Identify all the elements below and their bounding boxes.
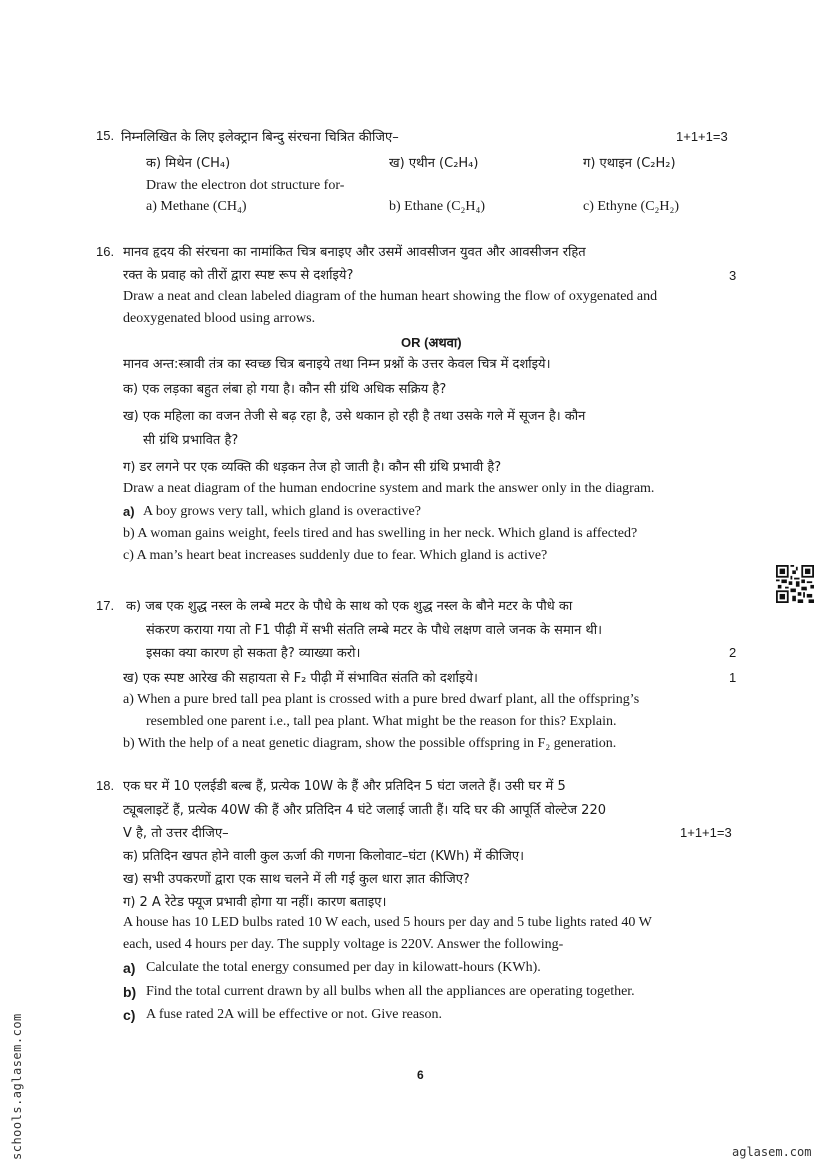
q16-alt-english-a: A boy grows very tall, which gland is overactive? [143, 504, 421, 519]
q17-hindi-a-line-3: इसका क्या कारण हो सकता है? व्याख्या करो। [146, 646, 361, 661]
q16-alt-english-b: b) A woman gains weight, feels tired and has swelling in her neck. Which gland is affected? [123, 526, 638, 541]
q15-hindi-option-c: ग) एथाइन (C₂H₂) [583, 156, 676, 171]
page-number: 6 [417, 1068, 424, 1082]
q18-marks: 1+1+1=3 [680, 825, 732, 840]
q16-marks: 3 [729, 268, 737, 283]
q18-hindi-line-3: V है, तो उत्तर दीजिए– [123, 826, 229, 841]
q17-number: 17. [96, 598, 115, 613]
q15-number: 15. [96, 128, 115, 143]
q16-english-line-1: Draw a neat and clean labeled diagram of the human heart showing the flow of oxygenated and [123, 289, 658, 304]
q15-hindi-prompt: निम्नलिखित के लिए इलेक्ट्रान बिन्दु संरचना चित्रित कीजिए– [121, 130, 399, 145]
q15-english-option-c: c) Ethyne (C₂H₂) [583, 199, 680, 214]
q16-or-separator: OR (अथवा) [401, 335, 462, 350]
q15-english-option-a: a) Methane (CH₄) [146, 199, 247, 214]
q16-alt-hindi-b-line-2: सी ग्रंथि प्रभावित है? [143, 433, 239, 448]
q16-english-line-2: deoxygenated blood using arrows. [123, 311, 316, 326]
q16-alt-english-a-label: a) [123, 504, 135, 519]
q18-english-a-label: a) [123, 960, 136, 976]
q17-hindi-a-line-1: क) जब एक शुद्ध नस्ल के लम्बे मटर के पौधे के साथ को एक शुद्ध नस्ल के बौने मटर के पौधे का [126, 599, 573, 614]
q18-english-a: Calculate the total energy consumed per day in kilowatt-hours (KWh). [146, 960, 541, 975]
q16-alt-english-intro: Draw a neat diagram of the human endocrine system and mark the answer only in the diagram. [123, 481, 655, 496]
q15-english-option-b: b) Ethane (C₂H₄) [389, 199, 486, 214]
q17-marks-b: 1 [729, 670, 737, 685]
q16-hindi-line-1: मानव हृदय की संरचना का नामांकित चित्र बनाइए और उसमें आवसीजन युवत और आवसीजन रहित [123, 245, 586, 260]
q16-alt-english-c: c) A man’s heart beat increases suddenly due to fear. Which gland is active? [123, 548, 548, 563]
q16-alt-hindi-c: ग) डर लगने पर एक व्यक्ति की धड़कन तेज हो जाती है। कौन सी ग्रंथि प्रभावी है? [123, 460, 502, 475]
q15-english-prompt: Draw the electron dot structure for- [146, 178, 345, 193]
q18-english-c-label: c) [123, 1007, 136, 1023]
q15-marks: 1+1+1=3 [676, 129, 728, 144]
side-watermark: schools.aglasem.com [10, 1013, 24, 1160]
q17-hindi-a-line-2: संकरण कराया गया तो F1 पीढ़ी में सभी संतति लम्बे मटर के पौधे लक्षण वाले जनक के समान थी। [146, 623, 603, 638]
q16-alt-hindi-b-line-1: ख) एक महिला का वजन तेजी से बढ़ रहा है, उसे थकान हो रही है तथा उसके गले में सूजन है। कौन [123, 409, 586, 424]
q18-english-b: Find the total current drawn by all bulbs when all the appliances are operating together. [146, 984, 635, 999]
qr-code [776, 565, 814, 603]
q17-hindi-b: ख) एक स्पष्ट आरेख की सहायता से F₂ पीढ़ी में संभावित संतति को दर्शाइये। [123, 671, 478, 686]
q18-hindi-a: क) प्रतिदिन खपत होने वाली कुल ऊर्जा की गणना किलोवाट–घंटा (KWh) में कीजिए। [123, 849, 524, 864]
q17-english-a-line-2: resembled one parent i.e., tall pea plant. What might be the reason for this? Explain. [146, 714, 617, 729]
q17-english-b: b) With the help of a neat genetic diagram, show the possible offspring in F₂ generation. [123, 736, 617, 751]
q18-english-b-label: b) [123, 984, 137, 1000]
q18-hindi-line-1: एक घर में 10 एलईडी बल्ब हैं, प्रत्येक 10W के हैं और प्रतिदिन 5 घंटा जलते हैं। उसी घर में 5 [123, 779, 566, 794]
q16-alt-hindi-intro: मानव अन्त:स्त्रावी तंत्र का स्वच्छ चित्र बनाइये तथा निम्न प्रश्नों के उत्तर केवल चित्र में दर्शाइये। [123, 357, 551, 372]
q18-hindi-c: ग) 2 A रेटेड फ्यूज प्रभावी होगा या नहीं। कारण बताइए। [123, 895, 387, 910]
q18-english-line-1: A house has 10 LED bulbs rated 10 W each, used 5 hours per day and 5 tube lights rated 40 W [123, 915, 652, 930]
q18-hindi-line-2: ट्यूबलाइटें हैं, प्रत्येक 40W की हैं और प्रतिदिन 4 घंटे जलाई जाती हैं। यदि घर की आपूर्ति वोल्टेज 220 [123, 803, 606, 818]
q15-hindi-option-a: क) मिथेन (CH₄) [146, 156, 231, 171]
q17-marks-a: 2 [729, 645, 737, 660]
q16-hindi-line-2: रक्त के प्रवाह को तीरों द्वारा स्पष्ट रूप से दर्शाइये? [123, 268, 354, 283]
q17-english-a-line-1: a) When a pure bred tall pea plant is crossed with a pure bred dwarf plant, all the offspring’s [123, 692, 640, 707]
q18-hindi-b: ख) सभी उपकरणों द्वारा एक साथ चलने में ली गई कुल धारा ज्ञात कीजिए? [123, 872, 470, 887]
q18-english-c: A fuse rated 2A will be effective or not. Give reason. [146, 1007, 442, 1022]
q16-number: 16. [96, 244, 115, 259]
footer-watermark: aglasem.com [732, 1145, 812, 1159]
q16-alt-hindi-a: क) एक लड़का बहुत लंबा हो गया है। कौन सी ग्रंथि अधिक सक्रिय है? [123, 382, 447, 397]
q15-hindi-option-b: ख) एथीन (C₂H₄) [389, 156, 479, 171]
q18-english-line-2: each, used 4 hours per day. The supply voltage is 220V. Answer the following- [123, 937, 564, 952]
q18-number: 18. [96, 778, 115, 793]
